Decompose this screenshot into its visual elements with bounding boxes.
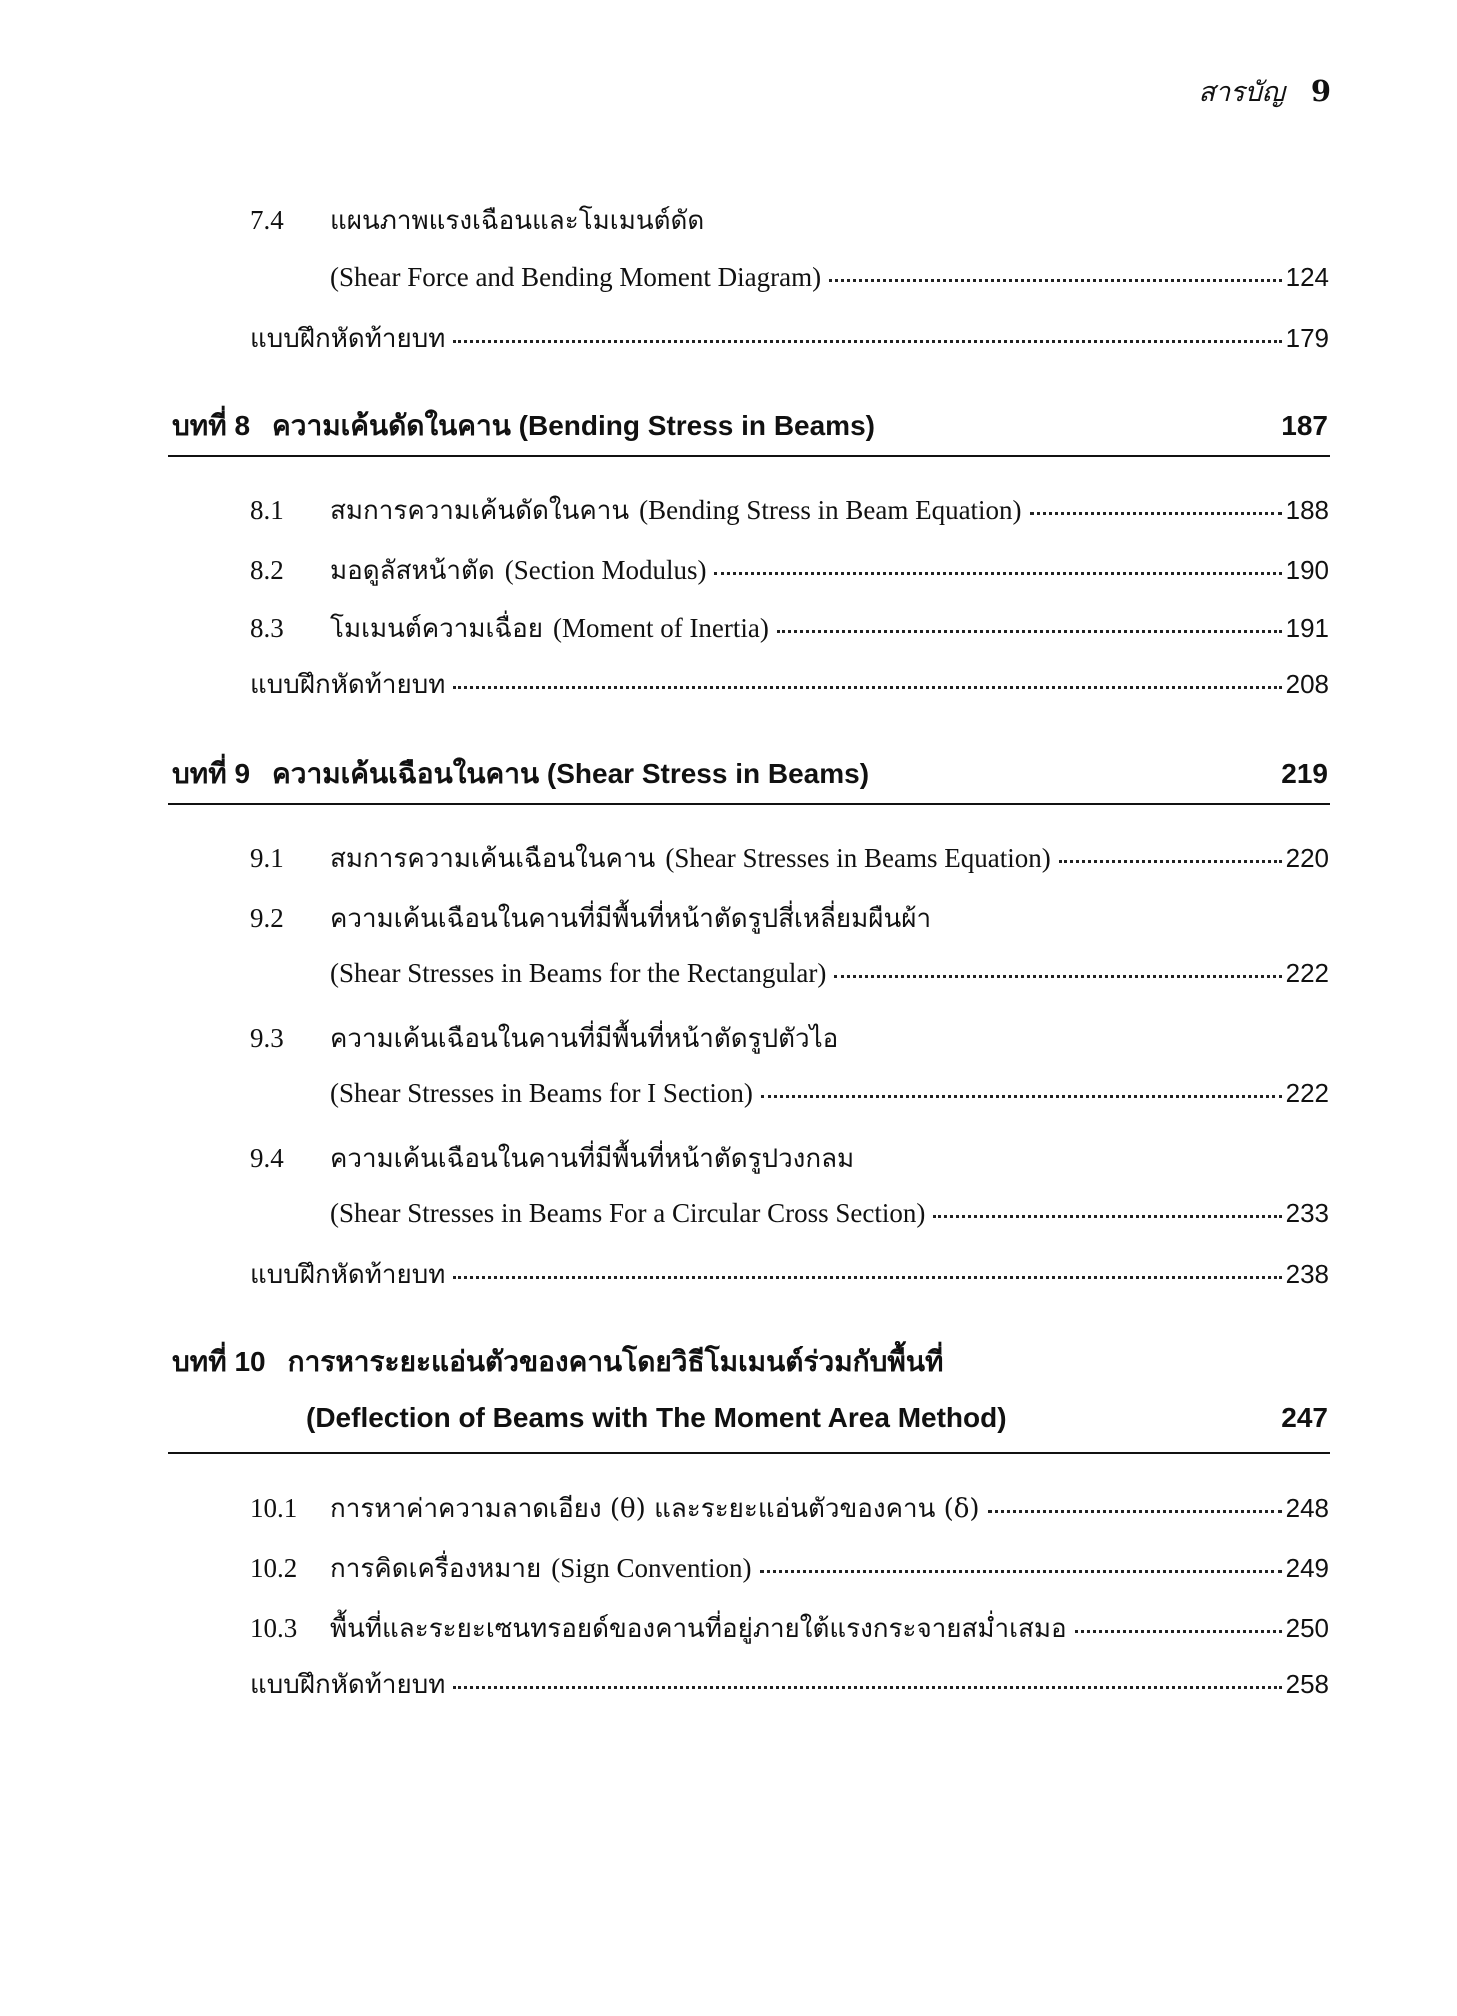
toc-item-10-1[interactable] [250, 1488, 1329, 1529]
toc-item-9-2-english[interactable] [330, 958, 1329, 989]
dot-leader [1059, 858, 1282, 863]
item-title-thai: พื้นที่และระยะเซนทรอยด์ของคานที่อยู่ภายใต้แรงกระจายสม่ำเสมอ [330, 1614, 1067, 1644]
dot-leader [453, 1684, 1281, 1689]
item-number: 10.2 [250, 1553, 298, 1583]
dot-leader [829, 277, 1281, 282]
toc-item-9-2[interactable] [250, 898, 931, 939]
exercises-page: 208 [1285, 669, 1329, 699]
chapter-page: 219 [1281, 758, 1328, 789]
item-number: 10.3 [250, 1613, 298, 1643]
toc-item-8-1[interactable] [250, 490, 1329, 531]
item-title-thai: โมเมนต์ความเฉื่อย [330, 614, 543, 644]
item-number: 9.1 [250, 843, 284, 873]
chapter-divider [168, 455, 1330, 457]
item-number: 9.3 [250, 1023, 284, 1053]
exercises-label: แบบฝึกหัดท้ายบท [250, 324, 446, 354]
exercises-label: แบบฝึกหัดท้ายบท [250, 1260, 446, 1290]
toc-item-9-1[interactable] [250, 838, 1329, 879]
dot-leader [714, 570, 1281, 575]
dot-leader [760, 1568, 1282, 1573]
header-title: สารบัญ [1198, 77, 1285, 108]
exercises-page: 238 [1285, 1259, 1329, 1289]
dot-leader [453, 338, 1281, 343]
chapter-divider [168, 803, 1330, 805]
item-title-english: (Bending Stress in Beam Equation) [639, 495, 1022, 525]
item-title-english: (Moment of Inertia) [552, 613, 769, 643]
item-title-english: (Shear Stresses in Beams for I Section) [330, 1078, 753, 1108]
item-title-english: (Shear Stresses in Beams Equation) [665, 843, 1051, 873]
item-number: 7.4 [250, 205, 284, 235]
dot-leader [834, 973, 1281, 978]
item-number: 8.2 [250, 555, 284, 585]
item-number: 8.3 [250, 613, 284, 643]
toc-item-10-2[interactable] [250, 1548, 1329, 1589]
dot-leader [453, 684, 1281, 689]
item-page: 124 [1285, 262, 1329, 292]
toc-item-7-4[interactable] [250, 200, 704, 241]
exercises-label: แบบฝึกหัดท้ายบท [250, 670, 446, 700]
exercises-page: 258 [1285, 1669, 1329, 1699]
item-number: 8.1 [250, 495, 284, 525]
chapter-page: 187 [1281, 410, 1328, 441]
item-number: 10.1 [250, 1493, 298, 1523]
item-title-english: (Shear Stresses in Beams for the Rectangular) [330, 958, 827, 988]
chapter-9-heading[interactable] [172, 752, 1328, 796]
chapter-10-heading-english[interactable] [306, 1402, 1328, 1434]
item-title-thai: แผนภาพแรงเฉือนและโมเมนต์ดัด [330, 206, 705, 236]
item-title-english: (Shear Stresses in Beams For a Circular Cross Section) [330, 1198, 926, 1228]
item-page: 222 [1285, 958, 1329, 988]
dot-leader [761, 1093, 1282, 1098]
toc-item-10-3[interactable] [250, 1608, 1329, 1649]
item-page: 188 [1285, 495, 1329, 525]
item-page: 249 [1285, 1553, 1329, 1583]
header-page-number: 9 [1310, 74, 1331, 108]
item-title-thai: ความเค้นเฉือนในคานที่มีพื้นที่หน้าตัดรูปวงกลม [330, 1144, 855, 1174]
chapter-10-heading[interactable] [172, 1340, 1328, 1384]
toc-item-9-4-english[interactable] [330, 1198, 1329, 1229]
toc-exercises-ch8[interactable] [250, 664, 1329, 705]
item-page: 250 [1285, 1613, 1329, 1643]
toc-exercises-ch7[interactable] [250, 318, 1329, 359]
chapter-title: ความเค้นเฉือนในคาน (Shear Stress in Beams) [272, 758, 870, 789]
item-title-english: (Section Modulus) [504, 555, 707, 585]
chapter-label: บทที่ 10 [172, 1346, 266, 1377]
toc-item-7-4-english[interactable] [330, 262, 1329, 293]
toc-item-9-3-english[interactable] [330, 1078, 1329, 1109]
dot-leader [1030, 510, 1282, 515]
toc-exercises-ch9[interactable] [250, 1254, 1329, 1295]
item-title-thai: ความเค้นเฉือนในคานที่มีพื้นที่หน้าตัดรูปสี่เหลี่ยมผืนผ้า [330, 904, 932, 934]
dot-leader [1075, 1628, 1282, 1633]
dot-leader [777, 628, 1282, 633]
chapter-label: บทที่ 9 [172, 758, 251, 789]
item-page: 191 [1285, 613, 1329, 643]
item-title-english: (Shear Force and Bending Moment Diagram) [330, 262, 822, 292]
chapter-title-english: (Deflection of Beams with The Moment Area Method) [306, 1402, 1007, 1433]
dot-leader [453, 1274, 1281, 1279]
exercises-page: 179 [1285, 323, 1329, 353]
chapter-label: บทที่ 8 [172, 410, 251, 441]
item-page: 248 [1285, 1493, 1329, 1523]
item-title-thai: มอดูลัสหน้าตัด [330, 556, 495, 586]
toc-item-8-3[interactable] [250, 608, 1329, 649]
chapter-title: การหาระยะแอ่นตัวของคานโดยวิธีโมเมนต์ร่วมกับพื้นที่ [287, 1346, 944, 1377]
item-page: 220 [1285, 843, 1329, 873]
chapter-title: ความเค้นดัดในคาน (Bending Stress in Beams) [272, 410, 875, 441]
item-title-thai: สมการความเค้นดัดในคาน [330, 496, 630, 526]
chapter-8-heading[interactable] [172, 404, 1328, 448]
item-page: 190 [1285, 555, 1329, 585]
item-title-thai: สมการความเค้นเฉือนในคาน [330, 844, 656, 874]
toc-item-8-2[interactable] [250, 550, 1329, 591]
item-title-thai: ความเค้นเฉือนในคานที่มีพื้นที่หน้าตัดรูปตัวไอ [330, 1024, 839, 1054]
running-header [1199, 70, 1331, 113]
toc-item-9-3[interactable] [250, 1018, 838, 1059]
dot-leader [933, 1213, 1281, 1218]
item-number: 9.2 [250, 903, 284, 933]
dot-leader [988, 1508, 1282, 1513]
exercises-label: แบบฝึกหัดท้ายบท [250, 1670, 446, 1700]
item-title-thai: การคิดเครื่องหมาย [330, 1554, 542, 1584]
item-title-thai: การหาค่าความลาดเอียง (θ) และระยะแอ่นตัวของคาน (δ) [330, 1494, 980, 1524]
item-title-english: (Sign Convention) [551, 1553, 752, 1583]
item-page: 222 [1285, 1078, 1329, 1108]
item-page: 233 [1285, 1198, 1329, 1228]
toc-item-9-4[interactable] [250, 1138, 854, 1179]
chapter-divider [168, 1452, 1330, 1454]
chapter-page: 247 [1281, 1402, 1328, 1433]
item-number: 9.4 [250, 1143, 284, 1173]
toc-exercises-ch10[interactable] [250, 1664, 1329, 1705]
